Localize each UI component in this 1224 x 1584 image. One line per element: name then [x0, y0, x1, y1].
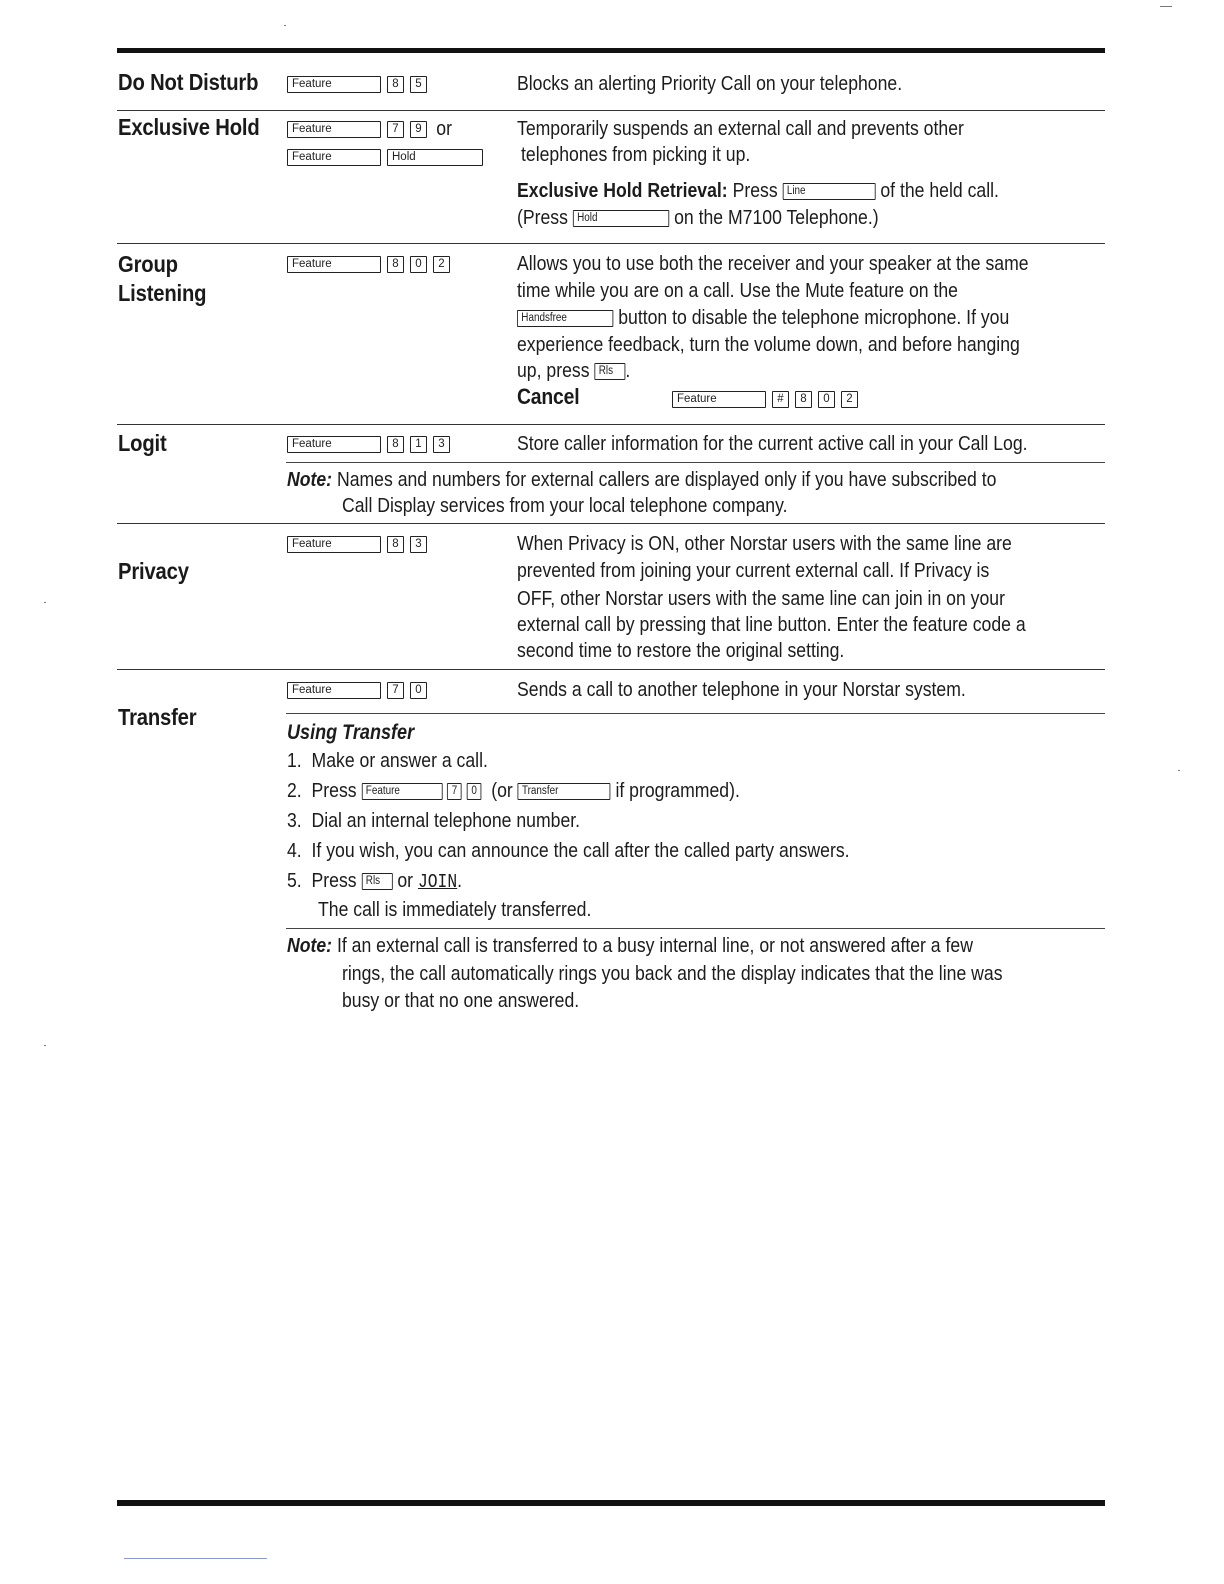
row-divider [117, 669, 1105, 670]
desc-do-not-disturb: Blocks an alerting Priority Call on your telephone. [517, 72, 903, 95]
key-0: 0 [410, 682, 427, 699]
desc-exclusive-hold-line1: Temporarily suspends an external call and prevents other [517, 117, 964, 140]
using-transfer-divider [286, 713, 1105, 714]
scan-speck [1160, 6, 1172, 7]
m7100-tail: on the M7100 Telephone.) [674, 206, 879, 229]
key-7: 7 [387, 682, 404, 699]
key-9: 9 [410, 121, 427, 138]
using-transfer-heading: Using Transfer [287, 721, 415, 744]
step-or: (or [491, 779, 513, 802]
feature-key: Feature [287, 536, 381, 553]
keys-logit [287, 430, 450, 457]
note-label: Note: [287, 468, 333, 491]
feature-key: Feature [287, 682, 381, 699]
transfer-note-line3: busy or that no one answered. [342, 989, 580, 1012]
rls-key: Rls [594, 363, 625, 380]
desc-group-listening-line3 [517, 304, 1009, 331]
desc-privacy-line1: When Privacy is ON, other Norstar users with the same line are [517, 532, 1012, 555]
step-5-result: The call is immediately transferred. [318, 898, 592, 921]
step-number: 3. [287, 809, 302, 832]
note-text: If an external call is transferred to a busy internal line, or not answered after a few [336, 934, 973, 957]
retrieval-label: Exclusive Hold Retrieval: [517, 179, 728, 202]
footer-link-line [124, 1558, 267, 1559]
note-label: Note: [287, 934, 333, 957]
step-text: If you wish, you can announce the call after the called party answers. [311, 839, 850, 862]
transfer-key: Transfer [518, 783, 611, 800]
key-3: 3 [410, 536, 427, 553]
transfer-note-line1 [287, 932, 973, 959]
retrieval-press: Press [732, 179, 778, 202]
key-hash: # [772, 391, 789, 408]
step-5 [287, 867, 462, 896]
handsfree-key: Handsfree [517, 310, 613, 327]
desc-logit: Store caller information for the current active call in your Call Log. [517, 432, 1028, 455]
scan-speck [44, 1045, 46, 1046]
key-8: 8 [387, 536, 404, 553]
feature-name-do-not-disturb: Do Not Disturb [118, 69, 259, 95]
key-8: 8 [387, 76, 404, 93]
cancel-label: Cancel [517, 384, 580, 409]
top-rule [117, 48, 1105, 53]
step-1 [287, 747, 488, 774]
join-softkey: JOIN [417, 871, 458, 893]
feature-name-listening: Listening [118, 280, 207, 306]
desc-group-listening-line1: Allows you to use both the receiver and your speaker at the same [517, 252, 1029, 275]
desc-group-listening-line5 [517, 357, 630, 384]
keys-transfer [287, 676, 427, 703]
step-text: Dial an internal telephone number. [311, 809, 581, 832]
scan-speck [1178, 770, 1180, 771]
hold-key: Hold [573, 210, 669, 227]
row-divider [117, 243, 1105, 244]
transfer-note-line2: rings, the call automatically rings you back and the display indicates that the line was [342, 962, 1003, 985]
step-press: Press [311, 869, 357, 892]
key-1: 1 [410, 436, 427, 453]
desc-line3-tail: button to disable the telephone microphone. If you [618, 306, 1010, 329]
feature-key: Feature [287, 149, 381, 166]
desc-privacy-line2: prevented from joining your current external call. If Privacy is [517, 559, 990, 582]
keys-exclusive-hold-1 [287, 115, 453, 142]
scan-speck [284, 25, 286, 26]
step-number: 5. [287, 869, 302, 892]
desc-transfer: Sends a call to another telephone in your Norstar system. [517, 678, 966, 701]
step-4 [287, 837, 850, 864]
note-text: Names and numbers for external callers are displayed only if you have subscribed to [336, 468, 997, 491]
keys-privacy [287, 530, 427, 557]
step-number: 2. [287, 779, 302, 802]
step-2 [287, 777, 740, 804]
feature-key: Feature [287, 76, 381, 93]
key-0: 0 [410, 256, 427, 273]
step-or: or [397, 869, 414, 892]
feature-key: Feature [287, 121, 381, 138]
retrieval-tail: of the held call. [880, 179, 999, 202]
step-tail: if programmed). [615, 779, 740, 802]
key-8: 8 [387, 256, 404, 273]
desc-privacy-line3: OFF, other Norstar users with the same line can join in on your [517, 587, 1005, 610]
bottom-rule [117, 1500, 1105, 1506]
desc-line5-head: up, press [517, 359, 590, 382]
feature-key: Feature [287, 256, 381, 273]
note-divider [286, 462, 1105, 463]
key-8: 8 [387, 436, 404, 453]
key-8: 8 [795, 391, 812, 408]
feature-name-exclusive-hold: Exclusive Hold [118, 114, 260, 140]
key-3: 3 [433, 436, 450, 453]
desc-group-listening-line2: time while you are on a call. Use the Mute feature on the [517, 279, 958, 302]
desc-exclusive-hold-line2: telephones from picking it up. [521, 143, 751, 166]
keys-exclusive-hold-2 [287, 143, 483, 170]
step-number: 4. [287, 839, 302, 862]
key-0: 0 [467, 783, 482, 800]
row-divider [117, 523, 1105, 524]
exclusive-hold-retrieval [517, 177, 999, 204]
line-key: Line [783, 183, 876, 200]
step-text: Make or answer a call. [311, 749, 488, 772]
key-0: 0 [818, 391, 835, 408]
logit-note-line2: Call Display services from your local telephone company. [342, 494, 788, 517]
desc-privacy-line4: external call by pressing that line button. Enter the feature code a [517, 613, 1026, 636]
row-divider [117, 424, 1105, 425]
key-7: 7 [387, 121, 404, 138]
step-press: Press [311, 779, 357, 802]
feature-key: Feature [287, 436, 381, 453]
scan-speck [44, 602, 46, 603]
feature-key: Feature [361, 783, 442, 800]
rls-key: Rls [361, 873, 392, 890]
period: . [457, 869, 463, 892]
or-text: or [435, 117, 452, 140]
period: . [625, 359, 631, 382]
keys-group-listening [287, 250, 450, 277]
key-5: 5 [410, 76, 427, 93]
step-3 [287, 807, 580, 834]
logit-note-line1 [287, 466, 996, 493]
keys-do-not-disturb [287, 70, 427, 97]
key-7: 7 [447, 783, 462, 800]
desc-group-listening-line4: experience feedback, turn the volume down, and before hanging [517, 333, 1020, 356]
keys-group-listening-cancel [672, 385, 858, 412]
m7100-open: (Press [517, 206, 568, 229]
feature-name-privacy: Privacy [118, 558, 189, 584]
step-number: 1. [287, 749, 302, 772]
exclusive-hold-m7100 [517, 204, 879, 231]
feature-name-group: Group [118, 251, 178, 277]
key-2: 2 [433, 256, 450, 273]
hold-key: Hold [387, 149, 483, 166]
feature-key: Feature [672, 391, 766, 408]
feature-name-logit: Logit [118, 430, 167, 456]
row-divider [117, 110, 1105, 111]
key-2: 2 [841, 391, 858, 408]
note-divider [286, 928, 1105, 929]
feature-name-transfer: Transfer [118, 704, 197, 730]
desc-privacy-line5: second time to restore the original setting. [517, 639, 845, 662]
